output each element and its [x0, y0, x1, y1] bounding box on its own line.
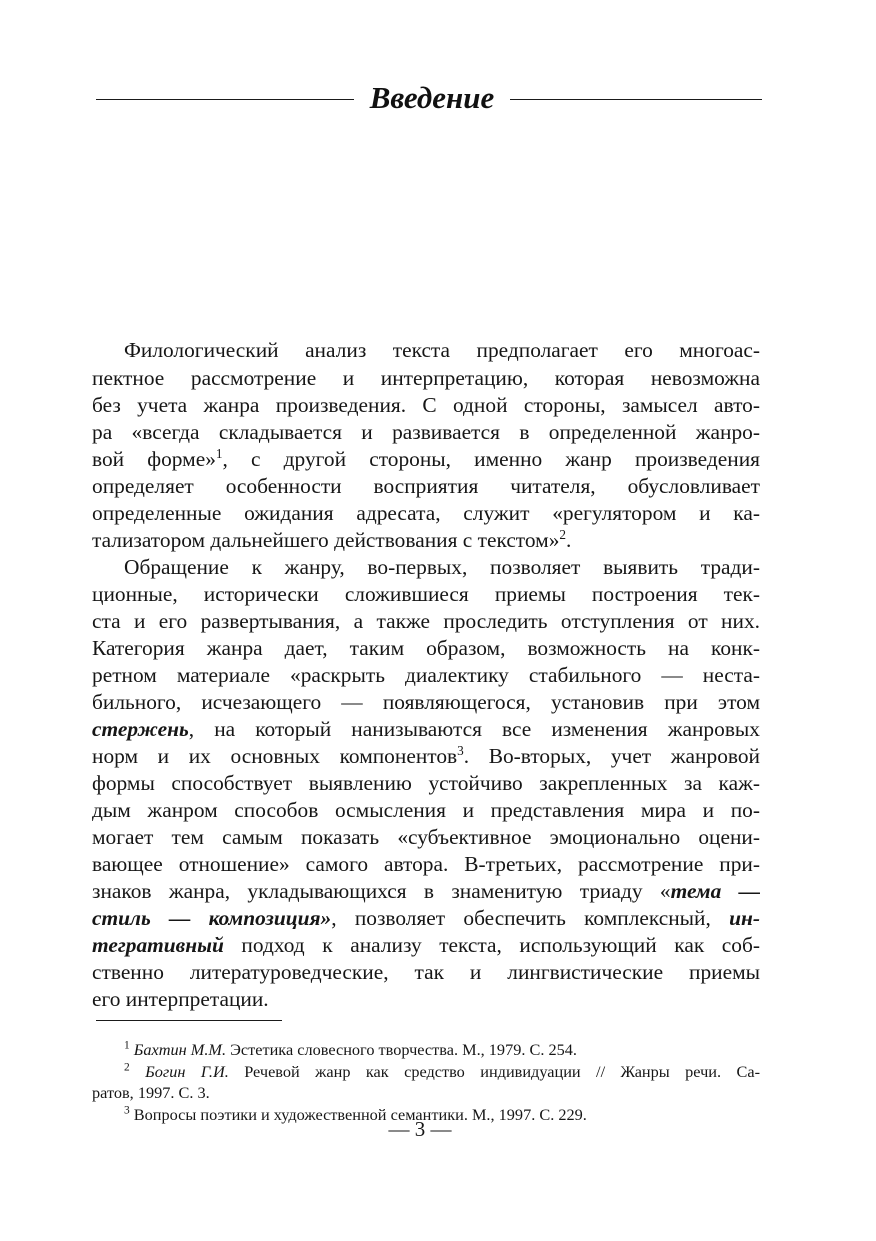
- text-line: [92, 392, 760, 418]
- footnote-ref: 2: [559, 526, 567, 542]
- text-run: . Во-вторых, учет жанровой: [463, 744, 760, 768]
- text-line: [92, 716, 760, 742]
- text-run: вающее отношение» самого автора. В-третьих, рассмотрение при-: [92, 852, 760, 876]
- text-run: ра «всегда складывается и развивается в определенной жанро-: [92, 420, 760, 444]
- emphasis: тегративный: [92, 933, 224, 957]
- emphasis: стержень: [92, 717, 189, 741]
- footnote-text: Вопросы поэтики и художественной семантики. М., 1997. С. 229.: [129, 1105, 587, 1124]
- emphasis: тема —: [670, 879, 761, 903]
- text-run: могает тем самым показать «субъективное эмоционально оцени-: [92, 825, 760, 849]
- footnote-separator: [96, 1020, 282, 1021]
- text-line: [92, 986, 269, 1012]
- text-run: ретном материале «раскрыть диалектику стабильного — неста-: [92, 663, 760, 687]
- text-line: [92, 527, 571, 553]
- text-run: формы способствует выявлению устойчиво закрепленных за каж-: [92, 771, 760, 795]
- text-line: [92, 608, 760, 634]
- text-line: [92, 689, 760, 715]
- text-run: дым жанром способов осмысления и представления мира и по-: [92, 798, 760, 822]
- text-run: норм и их основных компонентов: [92, 744, 458, 768]
- text-run: , с другой стороны, именно жанр произведения: [222, 447, 760, 471]
- page-number: — 3 —: [388, 1117, 452, 1141]
- text-run: ственно литературоведческие, так и лингвистические приемы: [92, 960, 760, 984]
- text-line: [124, 337, 760, 363]
- heading-rule-left: [96, 99, 354, 100]
- footnote-text: Речевой жанр как средство индивидуации // Жанры речи. Са-: [228, 1062, 760, 1081]
- text-run: вой форме»: [92, 447, 216, 471]
- text-run: его интерпретации.: [92, 987, 269, 1011]
- text-run: подход к анализу текста, использующий как соб-: [223, 933, 760, 957]
- footnote-mark: 3: [124, 1104, 130, 1117]
- footnote-2: [124, 1061, 760, 1082]
- footnote-2-continued: [92, 1082, 210, 1103]
- footnote-mark: 1: [124, 1039, 130, 1052]
- text-run: знаков жанра, укладывающихся в знаменитую триаду «: [92, 879, 671, 903]
- emphasis: стиль — композиция»: [92, 906, 332, 930]
- text-line: [92, 932, 760, 958]
- text-run: без учета жанра произведения. С одной стороны, замысел авто-: [92, 393, 760, 417]
- text-line: [92, 905, 760, 931]
- text-run: Филологический анализ текста предполагает его многоас-: [124, 338, 760, 362]
- text-line: [92, 365, 760, 391]
- text-run: .: [566, 528, 572, 552]
- text-line: [92, 446, 760, 472]
- text-line: [92, 662, 760, 688]
- text-run: определенные ожидания адресата, служит «регулятором и ка-: [92, 501, 760, 525]
- text-run: , позволяет обеспечить комплексный,: [331, 906, 730, 930]
- text-run: Обращение к жанру, во-первых, позволяет выявить тради-: [124, 555, 760, 579]
- text-line: [92, 797, 760, 823]
- text-line: [92, 878, 760, 904]
- text-line: [124, 554, 760, 580]
- text-line: [92, 743, 760, 769]
- text-line: [92, 959, 760, 985]
- footnote-ref: 3: [457, 742, 464, 758]
- text-line: [92, 419, 760, 445]
- footnote-author: Бахтин М.М.: [133, 1040, 227, 1059]
- text-run: тализатором дальнейшего действования с текстом»: [92, 528, 560, 552]
- text-line: [92, 473, 760, 499]
- footnote-text: ратов, 1997. С. 3.: [92, 1083, 210, 1102]
- text-run: определяет особенности восприятия читателя, обусловливает: [92, 474, 760, 498]
- text-run: пектное рассмотрение и интерпретацию, которая невозможна: [92, 366, 760, 390]
- footnote-ref: 1: [215, 445, 223, 461]
- heading-rule-right: [510, 99, 762, 100]
- footnote-author: Богин Г.И.: [145, 1062, 229, 1081]
- text-line: [92, 635, 760, 661]
- footnote-1: [124, 1039, 577, 1060]
- footnote-mark: 2: [124, 1061, 130, 1074]
- text-line: [92, 770, 760, 796]
- text-run: ста и его развертывания, а также проследить отступления от них.: [92, 609, 760, 633]
- text-run: Категория жанра дает, таким образом, возможность на конк-: [92, 636, 760, 660]
- page-title: Введение: [369, 80, 495, 115]
- text-line: [92, 581, 760, 607]
- footnote-text: Эстетика словесного творчества. М., 1979. С. 254.: [226, 1040, 577, 1059]
- text-line: [92, 824, 760, 850]
- text-run: ционные, исторически сложившиеся приемы построения тек-: [92, 582, 760, 606]
- text-run: бильного, исчезающего — появляющегося, установив при этом: [92, 690, 760, 714]
- text-line: [92, 851, 760, 877]
- emphasis: ин-: [729, 906, 760, 930]
- text-line: [92, 500, 760, 526]
- text-run: , на который нанизываются все изменения жанровых: [188, 717, 760, 741]
